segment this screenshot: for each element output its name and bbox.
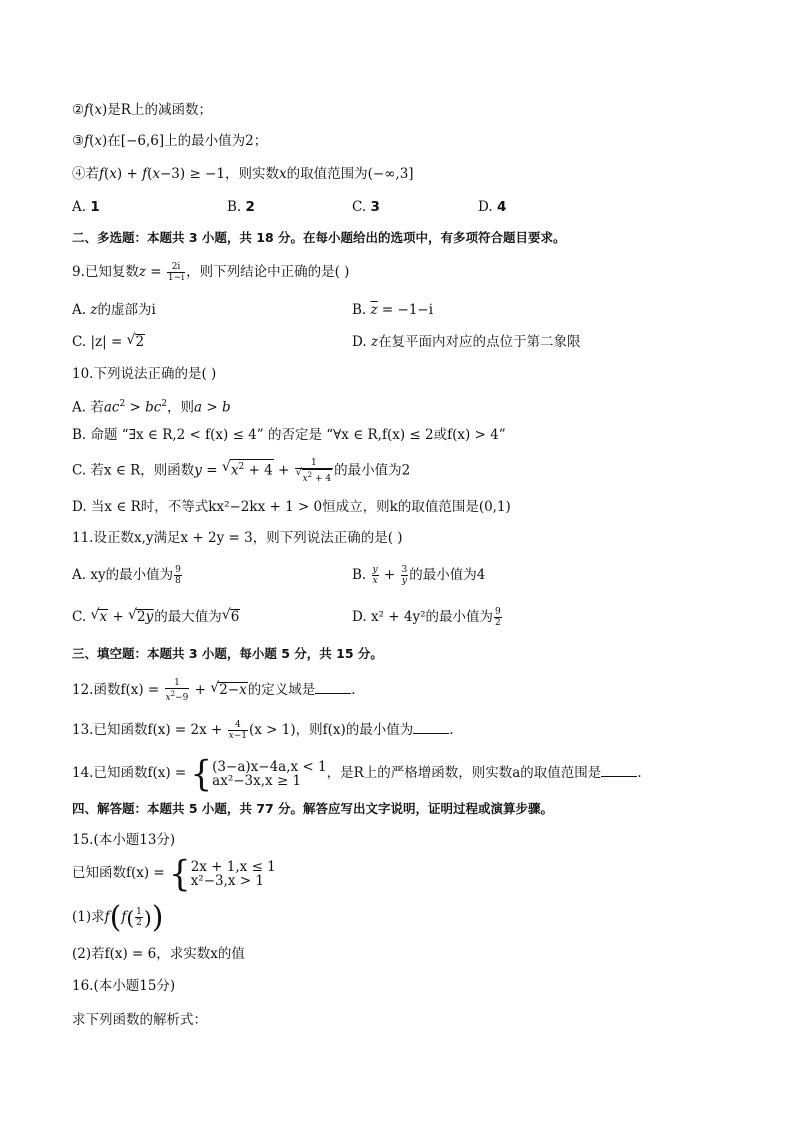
q12: 12.函数f(x) = $\frac{1}{x^2-9}$ + √ 2−x的定义域是 .: [72, 678, 356, 703]
q8-item-3: ③f(x)在[−6,6]上的最小值为2；: [72, 133, 268, 149]
q16-stem: 求下列函数的解析式：: [72, 1012, 207, 1028]
q10-choice-b[interactable]: B. 命题 “∃x ∈ R,2 < f(x) ≤ 4” 的否定是 “∀x ∈ R,f(x) ≤ 2或f(x) > 4”: [72, 427, 506, 443]
q9-choice-c[interactable]: C. |z| = √ 2: [72, 332, 145, 350]
q8-choice-d[interactable]: D. 4: [478, 199, 507, 215]
q9-choice-d[interactable]: D. z在复平面内对应的点位于第二象限: [352, 334, 581, 350]
q11-choice-a[interactable]: A. xy的最小值为 $\frac{9}{8}$: [72, 565, 181, 586]
section-3-heading: 三、填空题：本题共 3 小题，每小题 5 分，共 15 分。: [72, 646, 383, 661]
q11-stem: 11.设正数x,y满足x + 2y = 3，则下列说法正确的是( ): [72, 530, 403, 546]
q8-choice-c[interactable]: C. 3: [352, 199, 380, 215]
sqrt-symbol: √ 2: [126, 332, 145, 350]
q8-item-2: ②f(x)是R上的减函数；: [72, 102, 212, 118]
q15-title: 15.(本小题13分): [72, 832, 176, 848]
q8-choice-a[interactable]: A. 1: [72, 199, 100, 215]
q15-part-1: (1)求f(f( $\frac{1}{2}$ )): [72, 899, 164, 935]
q15-stem: 已知函数f(x) = { 2x + 1,x ≤ 1 x²−3,x > 1: [72, 852, 276, 895]
piecewise-cases: 2x + 1,x ≤ 1 x²−3,x > 1: [190, 858, 276, 889]
q13: 13.已知函数f(x) = 2x + $\frac{4}{x-1}$ (x > 1)，则f(x)的最小值为 .: [72, 720, 454, 741]
q9-choice-a[interactable]: A. z的虚部为i: [72, 302, 156, 318]
q11-choice-b[interactable]: B. $\frac{y}{x}$ + $\frac{3}{y}$ 的最小值为4: [352, 565, 486, 586]
q9-fraction: $\frac{2i}{1-i}$: [167, 262, 185, 283]
q14: 14.已知函数f(x) = { (3−a)x−4a,x < 1 ax²−3x,x ≥ 1 ，是R上的严格增函数，则实数a的取值范围是 .: [72, 752, 642, 795]
q10-choice-c[interactable]: C. 若x ∈ R，则函数y = √ $x^2 + 4$ + 1 √ $x^2 + 4$ 的最小值为2: [72, 458, 411, 484]
answer-blank[interactable]: [601, 764, 637, 777]
piecewise-cases: (3−a)x−4a,x < 1 ax²−3x,x ≥ 1: [212, 758, 327, 789]
q9-choice-b[interactable]: B. $\overline{z} = -1-i$: [352, 302, 434, 318]
q11-choice-c[interactable]: C. √ x + √ 2y的最大值为 √ 6: [72, 607, 240, 625]
answer-blank[interactable]: [315, 681, 351, 694]
q15-part-2: (2)若f(x) = 6，求实数x的值: [72, 946, 245, 962]
q8-item-4: ④若f(x) + f(x−3) ≥ −1，则实数x的取值范围为(−∞,3]: [72, 166, 414, 182]
section-2-heading: 二、多选题：本题共 3 小题，共 18 分。在每小题给出的选项中，有多项符合题目要求。: [72, 230, 566, 245]
q8-choice-b[interactable]: B. 2: [227, 199, 255, 215]
section-4-heading: 四、解答题：本题共 5 小题，共 77 分。解答应写出文字说明，证明过程或演算步骤。: [72, 801, 554, 816]
q9-stem: 9.已知复数z = $\frac{2i}{1-i}$ ，则下列结论中正确的是( ): [72, 262, 350, 283]
q10-stem: 10.下列说法正确的是( ): [72, 366, 217, 382]
q16-title: 16.(本小题15分): [72, 978, 176, 994]
q10-choice-a[interactable]: A. 若$ac^2 > bc^2$，则a > b: [72, 399, 231, 416]
q11-choice-d[interactable]: D. x² + 4y²的最小值为 $\frac{9}{2}$: [352, 607, 501, 628]
q10-choice-d[interactable]: D. 当x ∈ R时，不等式kx²−2kx + 1 > 0恒成立，则k的取值范围是(0,1): [72, 499, 511, 515]
answer-blank[interactable]: [413, 721, 449, 734]
